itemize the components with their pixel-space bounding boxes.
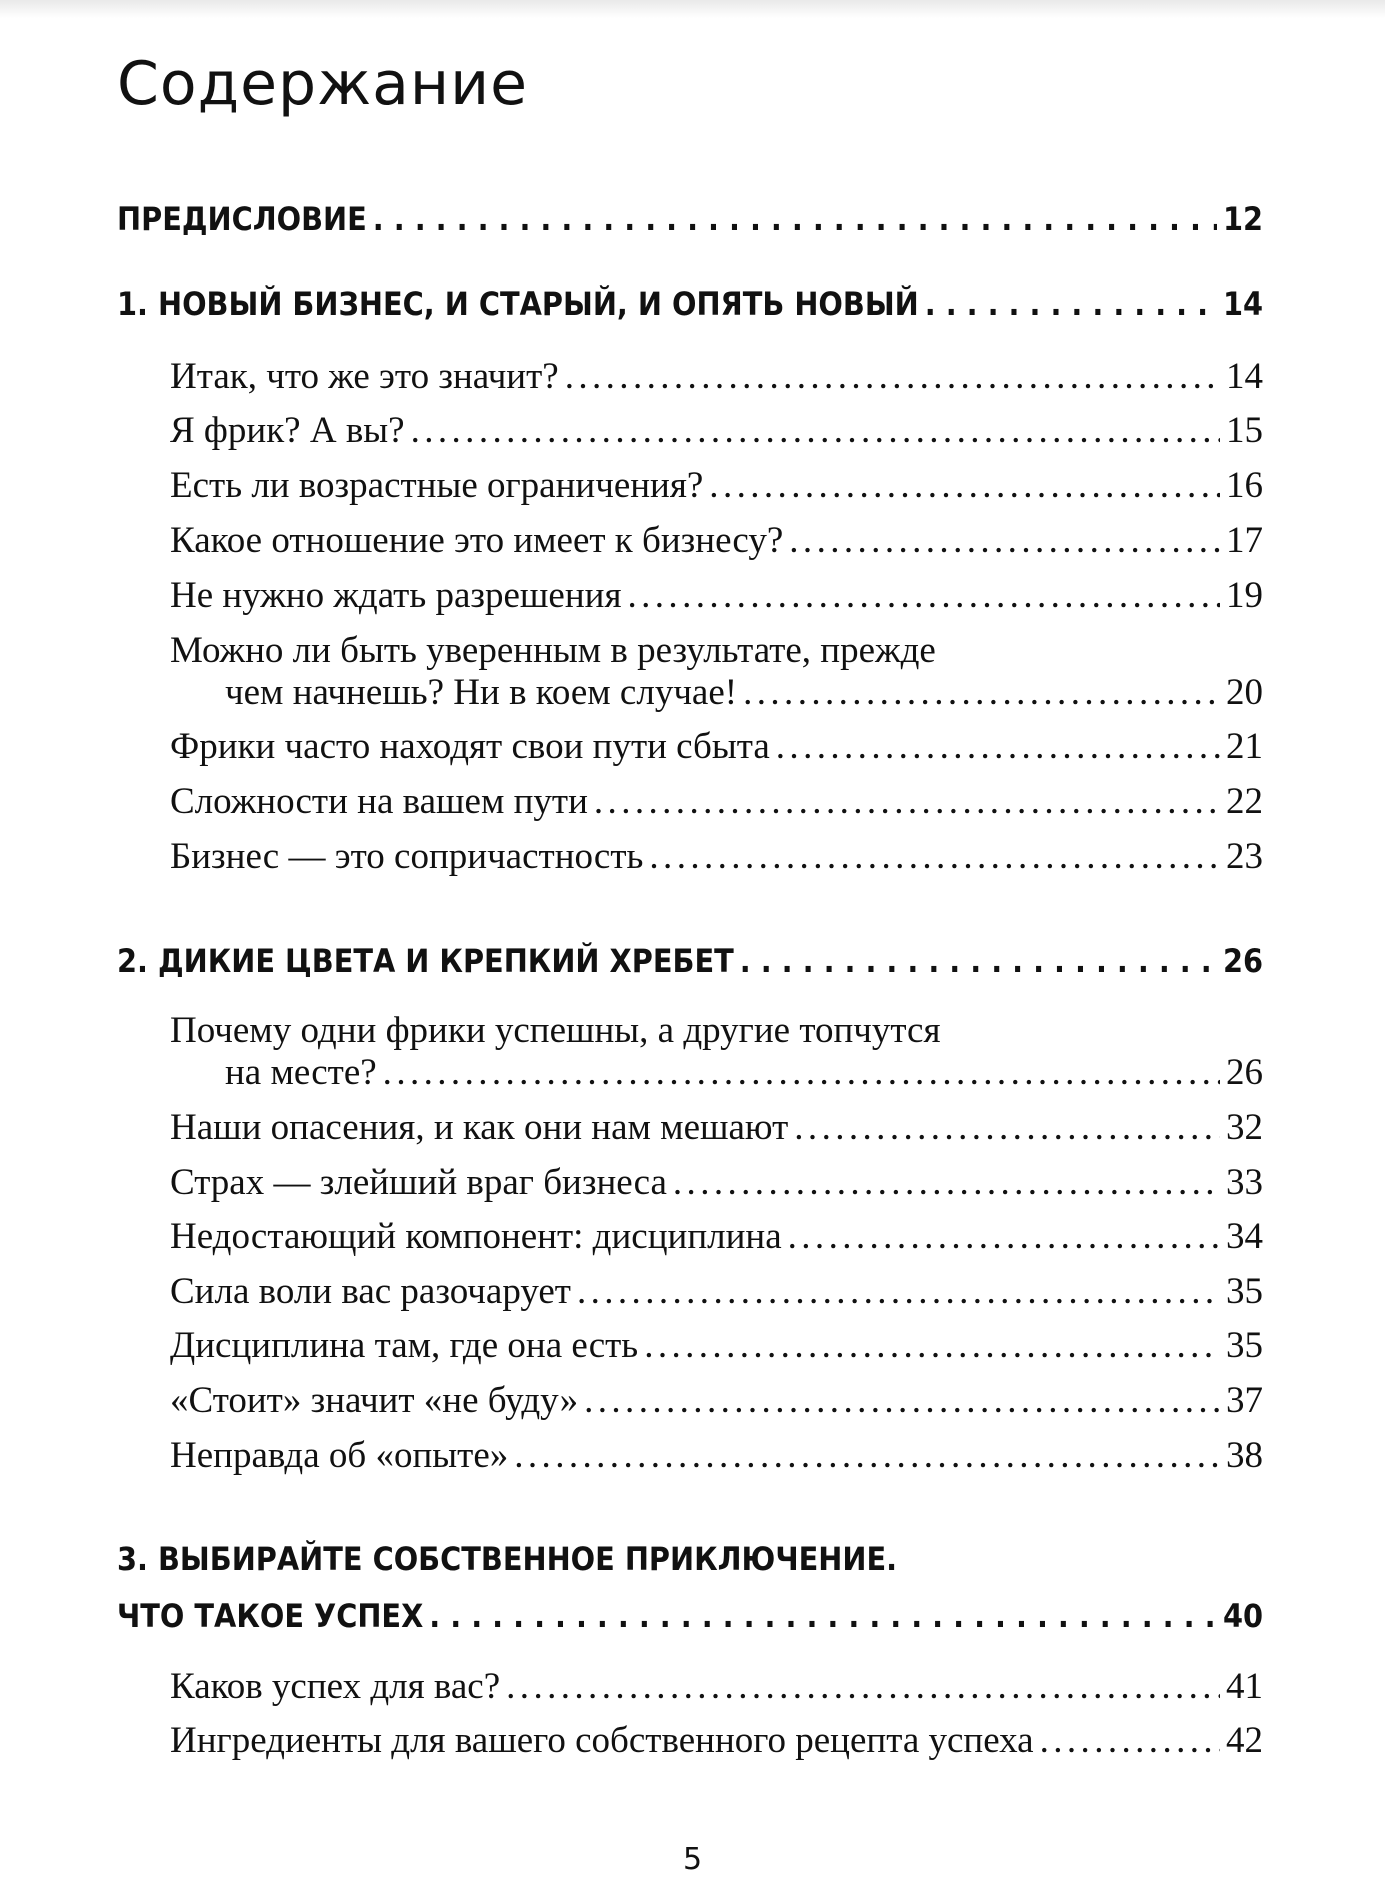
toc-page-number: 26 [1222,942,1263,980]
toc-entry-section [170,1269,1263,1315]
dot-leader [740,938,1217,984]
toc-page-number: 38 [1226,1435,1263,1476]
toc-entry-section [170,1718,1263,1764]
toc-entry-section [170,779,1263,825]
toc-entry-title: Каков успех для вас? [170,1666,501,1707]
toc-page-number: 19 [1226,575,1263,616]
page-title: Содержание [117,49,529,119]
toc-entry-section [170,1664,1263,1710]
dot-leader [627,573,1220,619]
toc-entry-title: «Стоит» значит «не буду» [170,1380,579,1421]
toc-page-number: 40 [1222,1597,1263,1635]
toc-page-number: 12 [1222,200,1263,238]
dot-leader [429,1593,1217,1639]
toc-entry-title: Неправда об «опыте» [170,1435,509,1476]
toc-entry-title: ПРЕДИСЛОВИЕ [117,200,367,238]
toc-entry-title: Дисциплина там, где она есть [170,1325,639,1366]
toc-page-number: 32 [1226,1107,1263,1148]
toc-page-number: 35 [1226,1325,1263,1366]
toc-entry-preface [117,196,1263,242]
toc-entry-title: Не нужно ждать разрешения [170,575,622,616]
toc-entry-section [170,724,1263,770]
toc-entry-section [170,1323,1263,1369]
toc-page-number: 26 [1226,1052,1263,1093]
toc-entry-title: чем начнешь? Ни в коем случае! [225,672,738,713]
toc-entry-title-line1: 3. ВЫБИРАЙТЕ СОБСТВЕННОЕ ПРИКЛЮЧЕНИЕ. [117,1540,898,1578]
toc-entry-section [170,1105,1263,1151]
dot-leader [594,779,1220,825]
toc-entry-section [170,573,1263,619]
toc-page-number: 22 [1226,781,1263,822]
toc-entry-chapter-2 [117,938,1263,984]
toc-entry-section [170,408,1263,454]
dot-leader [373,196,1217,242]
toc-entry-title: 2. ДИКИЕ ЦВЕТА И КРЕПКИЙ ХРЕБЕТ [117,942,734,980]
dot-leader [649,834,1220,880]
toc-entry-chapter-3 [117,1593,1263,1639]
dot-leader [789,518,1220,564]
toc-entry-title: ЧТО ТАКОЕ УСПЕХ [117,1597,424,1635]
dot-leader [506,1664,1220,1710]
toc-page-number: 15 [1226,410,1263,451]
toc-page-number: 42 [1226,1720,1263,1761]
toc-entry-section [170,463,1263,509]
toc-entry-title-line1: Почему одни фрики успешны, а другие топчутся [170,1010,941,1051]
dot-leader [776,724,1220,770]
toc-entry-title: Ингредиенты для вашего собственного рецепта успеха [170,1720,1034,1761]
toc-entry-title: Бизнес — это сопричастность [170,836,644,877]
toc-page-number: 41 [1226,1666,1263,1707]
toc-entry-title: на месте? [225,1052,377,1093]
toc-page-number: 16 [1226,465,1263,506]
toc-entry-section [170,834,1263,880]
dot-leader [577,1269,1220,1315]
toc-entry-section [170,354,1263,400]
page-number: 5 [682,1842,703,1877]
dot-leader [709,463,1220,509]
dot-leader [514,1433,1220,1479]
toc-entry-title: Страх — злейший враг бизнеса [170,1162,667,1203]
dot-leader [673,1160,1220,1206]
toc-page-number: 14 [1226,356,1263,397]
toc-entry-title: Сила воли вас разочарует [170,1271,571,1312]
toc-entry-section [225,670,1263,716]
toc-entry-title: Фрики часто находят свои пути сбыта [170,726,770,767]
toc-entry-section [170,1214,1263,1260]
dot-leader [584,1378,1220,1424]
toc-page-number: 35 [1226,1271,1263,1312]
toc-entry-title: 1. НОВЫЙ БИЗНЕС, И СТАРЫЙ, И ОПЯТЬ НОВЫЙ [117,285,919,323]
toc-entry-title-line1: Можно ли быть уверенным в результате, прежде [170,630,936,671]
toc-page-number: 21 [1226,726,1263,767]
toc-entry-title: Есть ли возрастные ограничения? [170,465,704,506]
toc-entry-title: Какое отношение это имеет к бизнесу? [170,520,784,561]
toc-entry-title: Недостающий компонент: дисциплина [170,1216,782,1257]
toc-page-number: 33 [1226,1162,1263,1203]
toc-page-number: 34 [1226,1216,1263,1257]
toc-page-number: 23 [1226,836,1263,877]
toc-page-number: 17 [1226,520,1263,561]
toc-entry-title: Я фрик? А вы? [170,410,405,451]
toc-entry-section [170,1160,1263,1206]
page-top-shadow [0,0,1385,18]
dot-leader [383,1050,1220,1096]
toc-entry-section [225,1050,1263,1096]
toc-entry-title: Сложности на вашем пути [170,781,588,822]
dot-leader [925,281,1217,327]
toc-entry-section [170,518,1263,564]
toc-page-number: 20 [1226,672,1263,713]
toc-entry-chapter-1 [117,281,1263,327]
dot-leader [743,670,1220,716]
toc-page-number: 14 [1222,285,1263,323]
dot-leader [794,1105,1220,1151]
toc-entry-title: Наши опасения, и как они нам мешают [170,1107,789,1148]
toc-entry-title: Итак, что же это значит? [170,356,559,397]
toc-page-number: 37 [1226,1380,1263,1421]
dot-leader [1040,1718,1220,1764]
toc-entry-section [170,1433,1263,1479]
toc-entry-section [170,1378,1263,1424]
dot-leader [644,1323,1220,1369]
dot-leader [565,354,1220,400]
dot-leader [788,1214,1220,1260]
dot-leader [411,408,1220,454]
